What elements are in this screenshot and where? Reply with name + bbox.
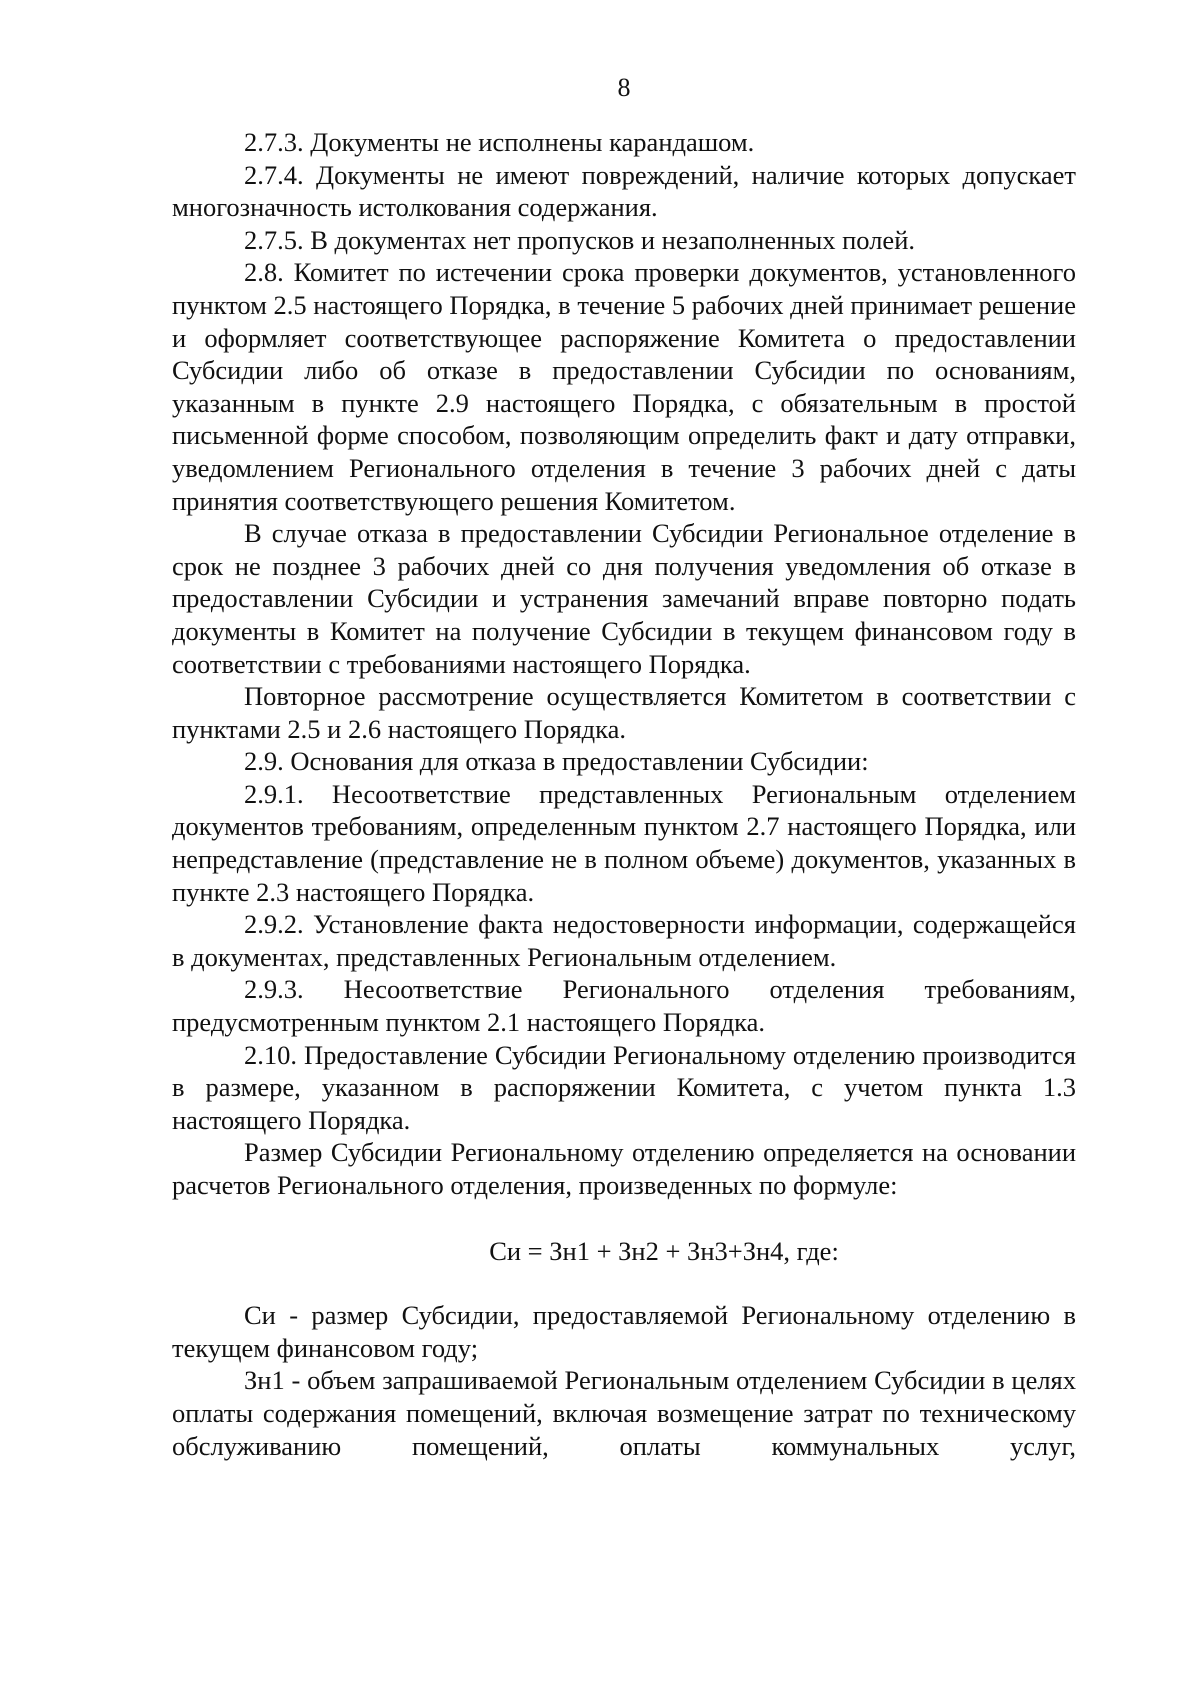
paragraph-2-9-1: 2.9.1. Несоответствие представленных Региональным отделением документов требованиям, определенным пунктом 2.7 настоящего Порядка, или непредставление (представление не в полном объеме) документов, указанных в пункте 2.3 настоящего Порядка. xyxy=(172,778,1076,907)
paragraph-2-7-5: 2.7.5. В документах нет пропусков и незаполненных полей. xyxy=(244,224,916,255)
paragraph-2-10: 2.10. Предоставление Субсидии Региональному отделению производится в размере, указанном в распоряжении Комитета, с учетом пункта 1.3 настоящего Порядка. xyxy=(172,1039,1076,1135)
paragraph-2-9-3: 2.9.3. Несоответствие Регионального отделения требованиям, предусмотренным пунктом 2.1 настоящего Порядка. xyxy=(172,974,1076,1038)
paragraph-subsidy-size: Размер Субсидии Региональному отделению определяется на основании расчетов Регионального отделения, произведенных по формуле: xyxy=(172,1137,1076,1200)
paragraph-2-9-2: 2.9.2. Установление факта недостоверности информации, содержащейся в документах, представленных Региональным отделением. xyxy=(172,909,1076,972)
paragraph-2-8: 2.8. Комитет по истечении срока проверки документов, установленного пунктом 2.5 настоящего Порядка, в течение 5 рабочих дней принимает решение и оформляет соответствующее распоряжение Комитета о предоставлении Субсидии либо об отказе в предоставлении Субсидии по основаниям, указанным в пункте 2.9 настоящего Порядка, с обязательным в простой письменной форме способом, позволяющим определить факт и дату отправки, уведомлением Регионального отделения в течение 3 рабочих дней с даты принятия соответствующего решения Комитетом. xyxy=(172,257,1076,516)
paragraph-2-9: 2.9. Основания для отказа в предоставлении Субсидии: xyxy=(244,746,869,777)
document-body xyxy=(172,126,1076,1462)
definition-zn1: Зн1 - объем запрашиваемой Региональным отделением Субсидии в целях оплаты содержания помещений, включая возмещение затрат по техническому обслуживанию помещений, оплаты коммунальных услуг, xyxy=(172,1365,1076,1461)
subsidy-formula: Си = Зн1 + Зн2 + Зн3+Зн4, где: xyxy=(489,1235,839,1266)
paragraph-2-7-3: 2.7.3. Документы не исполнены карандашом. xyxy=(244,127,755,157)
paragraph-repeat-review: Повторное рассмотрение осуществляется Комитетом в соответствии с пунктами 2.5 и 2.6 настоящего Порядка. xyxy=(172,681,1076,744)
paragraph-refusal-case: В случае отказа в предоставлении Субсидии Региональное отделение в срок не позднее 3 рабочих дней со дня получения уведомления об отказе в предоставлении Субсидии и устранения замечаний вправе повторно подать документы в Комитет на получение Субсидии в текущем финансовом году в соответствии с требованиями настоящего Порядка. xyxy=(172,518,1076,679)
page-number: 8 xyxy=(617,73,631,102)
definition-si: Си - размер Субсидии, предоставляемой Региональному отделению в текущем финансовом году; xyxy=(172,1300,1076,1363)
paragraph-2-7-4: 2.7.4. Документы не имеют повреждений, наличие которых допускает многозначность истолкования содержания. xyxy=(172,159,1076,223)
